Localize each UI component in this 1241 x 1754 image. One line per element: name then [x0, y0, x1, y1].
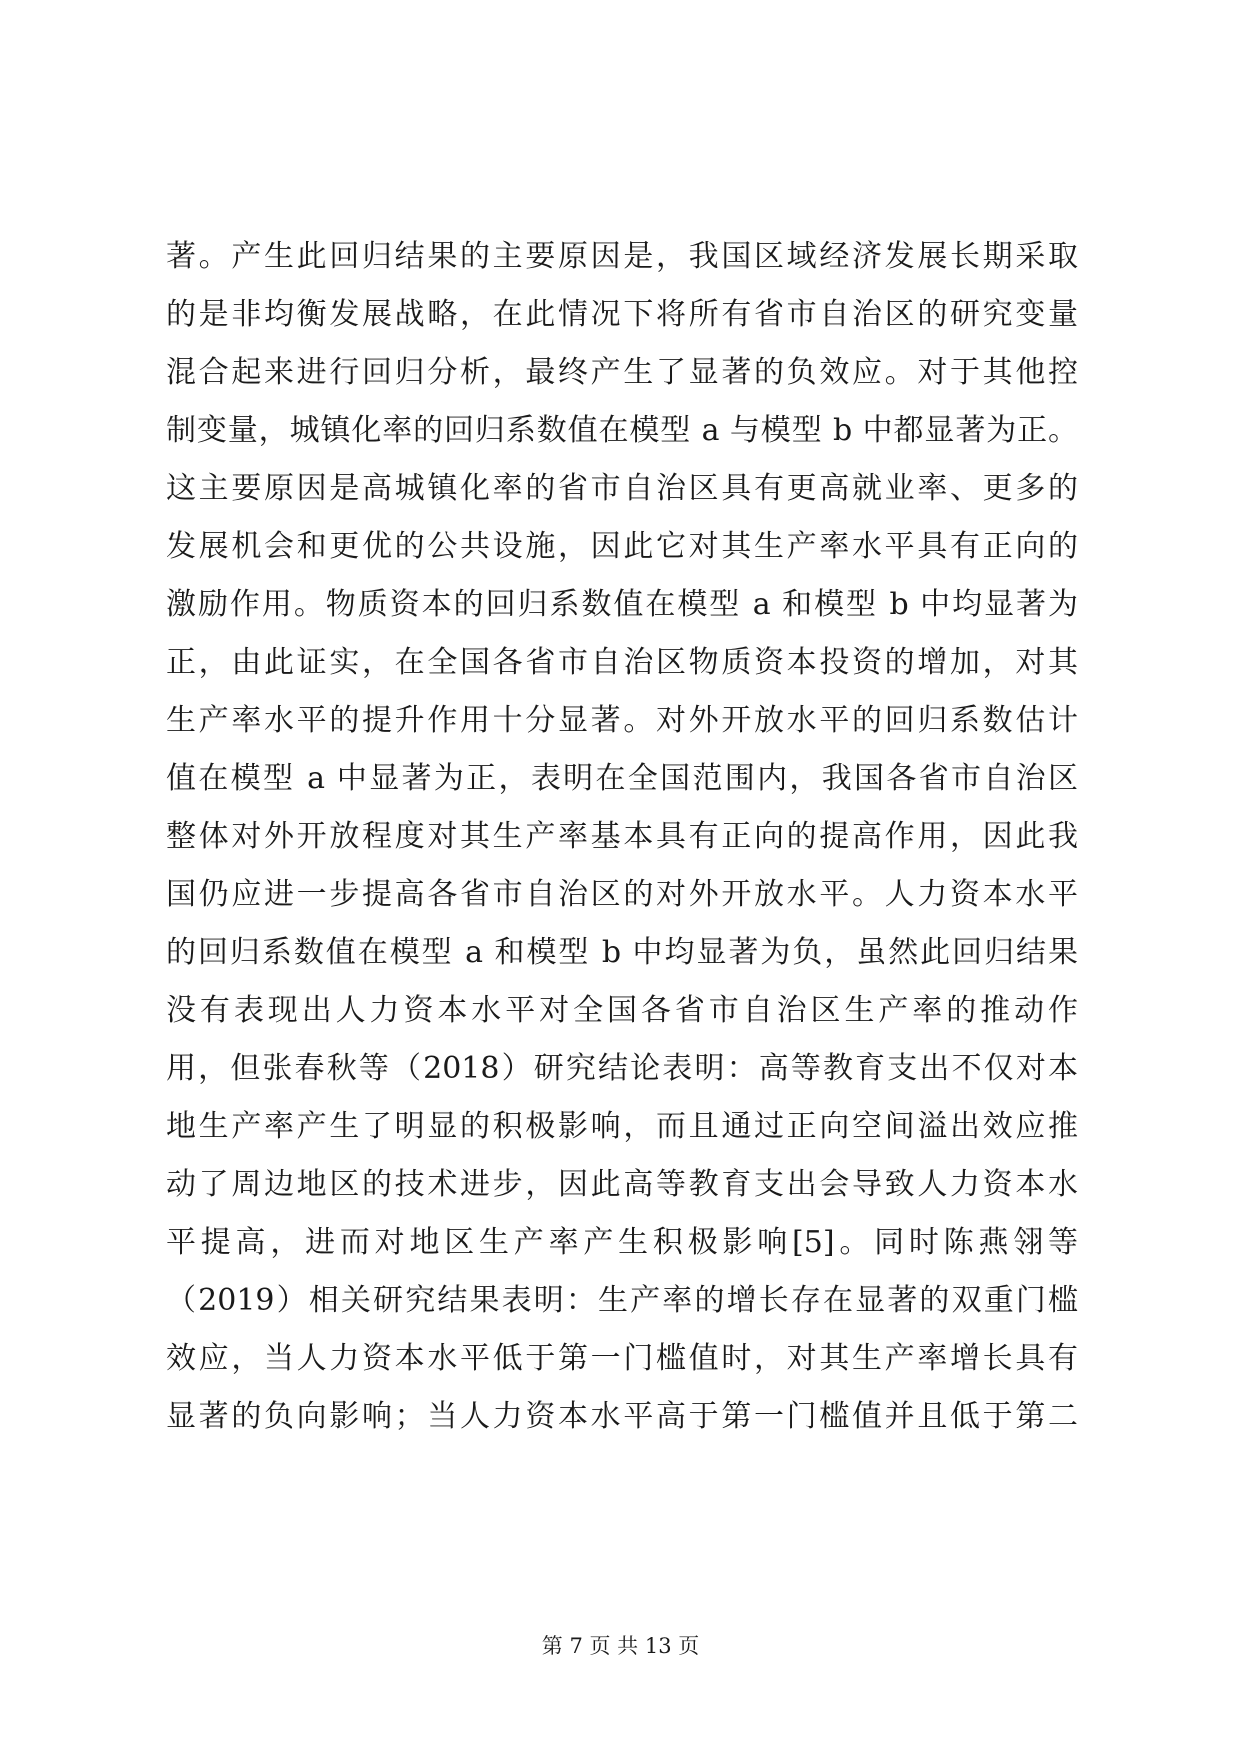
- text-line: 著。产生此回归结果的主要原因是，我国区域经济发展长期采取: [166, 239, 1078, 274]
- text-line: 整体对外开放程度对其生产率基本具有正向的提高作用，因此我: [166, 819, 1078, 854]
- text-line: （2019）相关研究结果表明：生产率的增长存在显著的双重门槛: [166, 1283, 1078, 1318]
- text-line: 正，由此证实，在全国各省市自治区物质资本投资的增加，对其: [166, 645, 1078, 680]
- text-line: 的回归系数值在模型 a 和模型 b 中均显著为负，虽然此回归结果: [166, 935, 1078, 970]
- text-line: 用，但张春秋等（2018）研究结论表明：高等教育支出不仅对本: [166, 1051, 1078, 1086]
- text-line: 显著的负向影响；当人力资本水平高于第一门槛值并且低于第二: [166, 1399, 1078, 1434]
- text-line: 地生产率产生了明显的积极影响，而且通过正向空间溢出效应推: [166, 1109, 1078, 1144]
- text-line: 平提高，进而对地区生产率产生积极影响[5]。同时陈燕翎等: [166, 1225, 1078, 1260]
- page-number-footer: 第 7 页 共 13 页: [541, 1634, 700, 1658]
- text-line: 值在模型 a 中显著为正，表明在全国范围内，我国各省市自治区: [166, 761, 1078, 796]
- text-line: 生产率水平的提升作用十分显著。对外开放水平的回归系数估计: [166, 703, 1078, 738]
- text-line: 效应，当人力资本水平低于第一门槛值时，对其生产率增长具有: [166, 1341, 1078, 1376]
- text-line: 制变量，城镇化率的回归系数值在模型 a 与模型 b 中都显著为正。: [166, 413, 1078, 448]
- text-line: 发展机会和更优的公共设施，因此它对其生产率水平具有正向的: [166, 529, 1078, 564]
- text-line: 激励作用。物质资本的回归系数值在模型 a 和模型 b 中均显著为: [166, 587, 1078, 622]
- text-line: 国仍应进一步提高各省市自治区的对外开放水平。人力资本水平: [166, 877, 1078, 912]
- text-line: 没有表现出人力资本水平对全国各省市自治区生产率的推动作: [166, 993, 1078, 1028]
- body-paragraph: [166, 228, 1078, 1446]
- text-line: 动了周边地区的技术进步，因此高等教育支出会导致人力资本水: [166, 1167, 1078, 1202]
- text-line: 混合起来进行回归分析，最终产生了显著的负效应。对于其他控: [166, 355, 1078, 390]
- text-line: 这主要原因是高城镇化率的省市自治区具有更高就业率、更多的: [166, 471, 1078, 506]
- text-line: 的是非均衡发展战略，在此情况下将所有省市自治区的研究变量: [166, 297, 1078, 332]
